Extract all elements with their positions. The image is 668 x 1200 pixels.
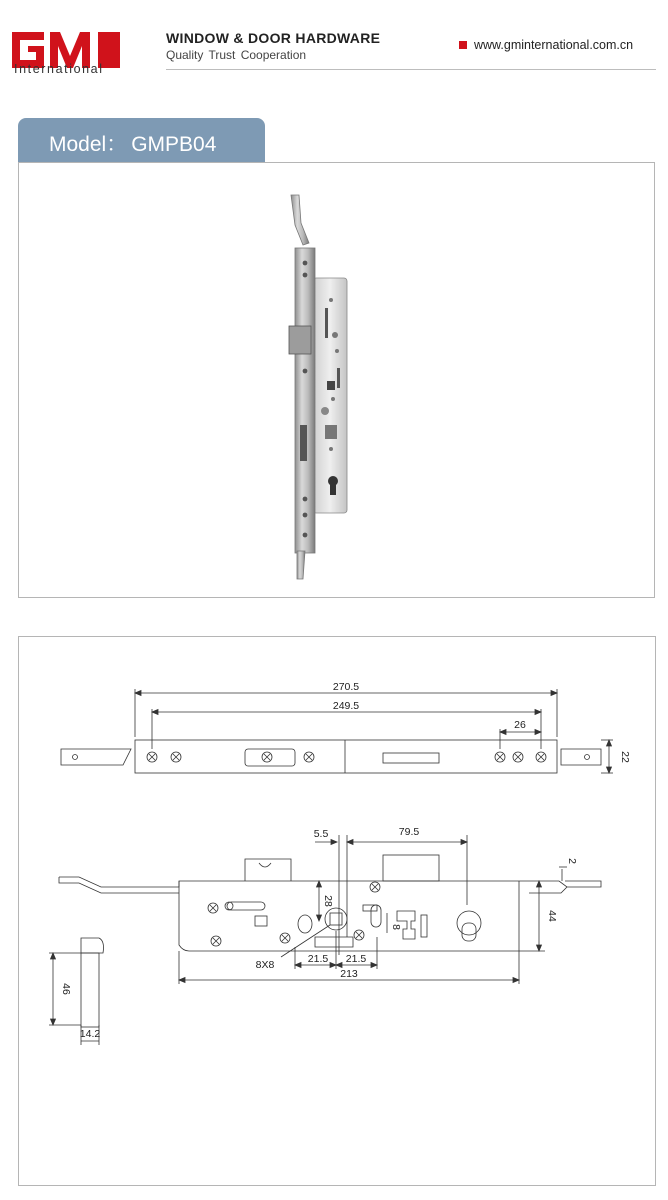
technical-drawing-frame (18, 636, 656, 1186)
dim-latch-height: 46 (60, 983, 72, 995)
brand-title: WINDOW & DOOR HARDWARE (166, 30, 381, 46)
product-photo (19, 163, 656, 599)
dim-spindle-right: 21.5 (345, 953, 367, 965)
dim-plate-thickness: 2 (566, 858, 578, 864)
logo-subtitle: International (14, 62, 104, 76)
brand-tagline: Quality Trust Cooperation (166, 48, 307, 62)
dim-case-height: 44 (546, 910, 558, 922)
website-link[interactable]: www.gminternational.com.cn (474, 38, 634, 52)
dim-latch-depth: 14.2 (79, 1028, 101, 1040)
dim-handle-to-edge: 28 (322, 895, 334, 907)
product-photo-frame (18, 162, 655, 598)
model-value: GMPB04 (131, 133, 217, 156)
header-divider (166, 69, 656, 70)
technical-drawing (19, 637, 657, 1187)
dim-cylinder-distance: 79.5 (398, 826, 420, 838)
bullet-square-icon (459, 41, 467, 49)
dim-case-length: 213 (340, 968, 358, 980)
dim-end-hole-offset: 26 (514, 719, 526, 731)
dim-latch-gap: 8 (390, 924, 402, 930)
dim-backset-offset: 5.5 (313, 828, 329, 840)
dim-faceplate-width: 22 (619, 751, 631, 763)
dim-overall-length: 270.5 (332, 681, 360, 693)
dim-hole-span: 249.5 (332, 700, 360, 712)
model-label: Model： (49, 133, 128, 156)
model-heading (49, 128, 216, 158)
dim-spindle-size: 8X8 (255, 959, 275, 971)
dim-spindle-left: 21.5 (307, 953, 329, 965)
page-header (0, 0, 668, 80)
